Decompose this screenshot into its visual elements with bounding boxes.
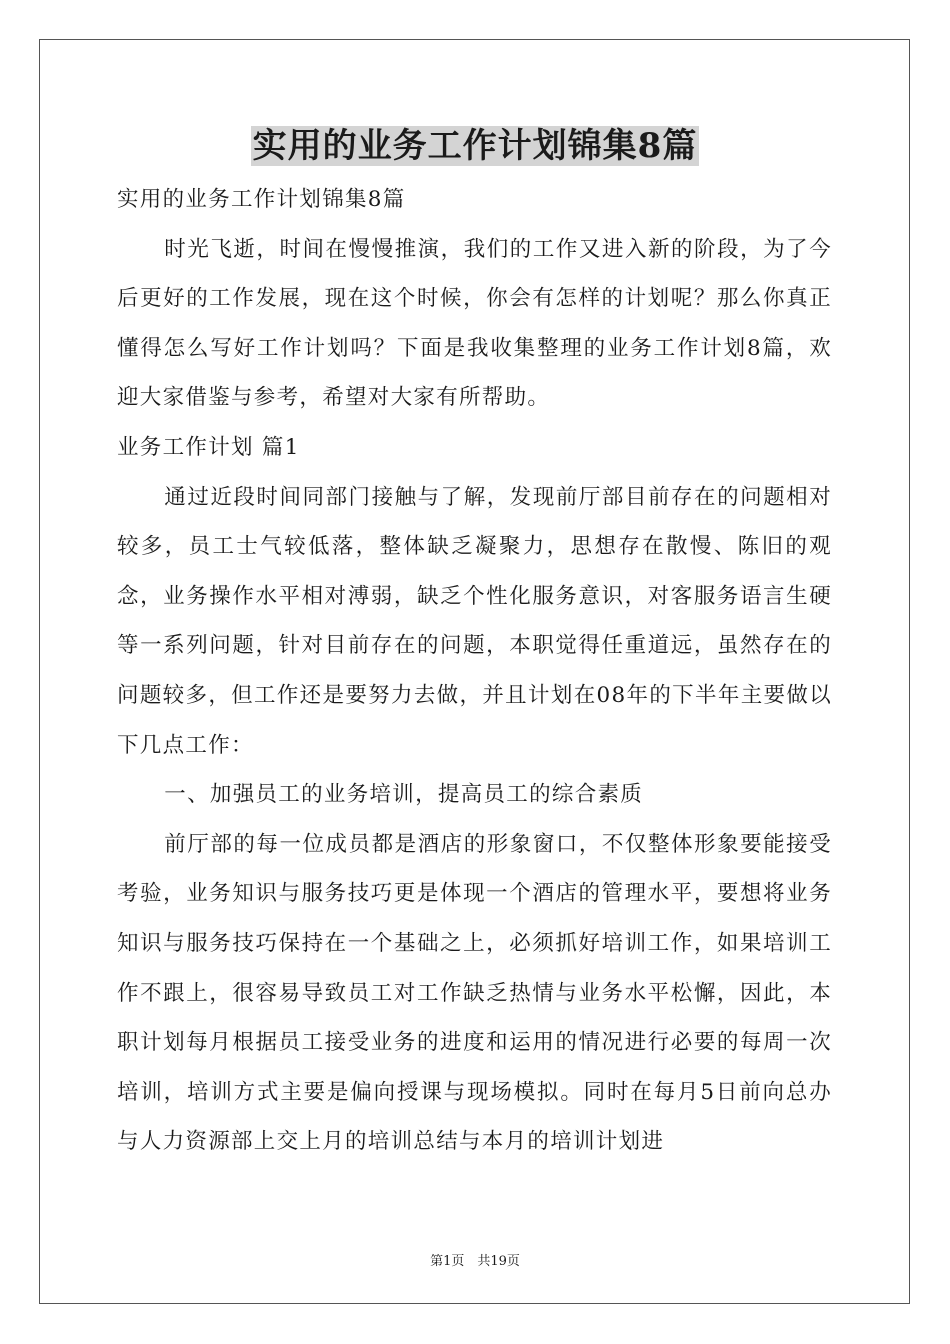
subsection-heading: 一、加强员工的业务培训，提高员工的综合素质 <box>164 782 644 808</box>
body-paragraph: 通过近段时间同部门接触与了解，发现前厅部目前存在的问题相对较多，员工士气较低落，整体缺乏凝聚力，思想存在散慢、陈旧的观念，业务操作水平相对溥弱，缺乏个性化服务意识，对客服务语言生硬等一系列问题，针对目前存在的问题，本职觉得任重道远，虽然存在的问题较多，但工作还是要努力去做，并且计划在08年的下半年主要做以下几点工作： <box>117 484 832 758</box>
document-title-text: 实用的业务工作计划锦集8篇 <box>252 126 698 166</box>
page-number: 第1页 共19页 <box>430 1254 520 1269</box>
document-body <box>117 175 832 1167</box>
intro-paragraph: 时光飞逝，时间在慢慢推演，我们的工作又进入新的阶段，为了今后更好的工作发展，现在这个时候，你会有怎样的计划呢？那么你真正懂得怎么写好工作计划吗？下面是我收集整理的业务工作计划8篇，欢迎大家借鉴与参考，希望对大家有所帮助。 <box>117 236 832 411</box>
document-title <box>0 122 950 170</box>
page-footer <box>0 1250 950 1269</box>
body-paragraph: 前厅部的每一位成员都是酒店的形象窗口，不仅整体形象要能接受考验，业务知识与服务技巧更是体现一个酒店的管理水平，要想将业务知识与服务技巧保持在一个基础之上，必须抓好培训工作，如果培训工作不跟上，很容易导致员工对工作缺乏热情与业务水平松懈，因此，本职计划每月根据员工接受业务的进度和运用的情况进行必要的每周一次培训，培训方式主要是偏向授课与现场模拟。同时在每月5日前向总办与人力资源部上交上月的培训总结与本月的培训计划进 <box>117 831 832 1155</box>
section-heading: 业务工作计划 篇1 <box>117 434 300 460</box>
subtitle-paragraph: 实用的业务工作计划锦集8篇 <box>117 187 406 212</box>
